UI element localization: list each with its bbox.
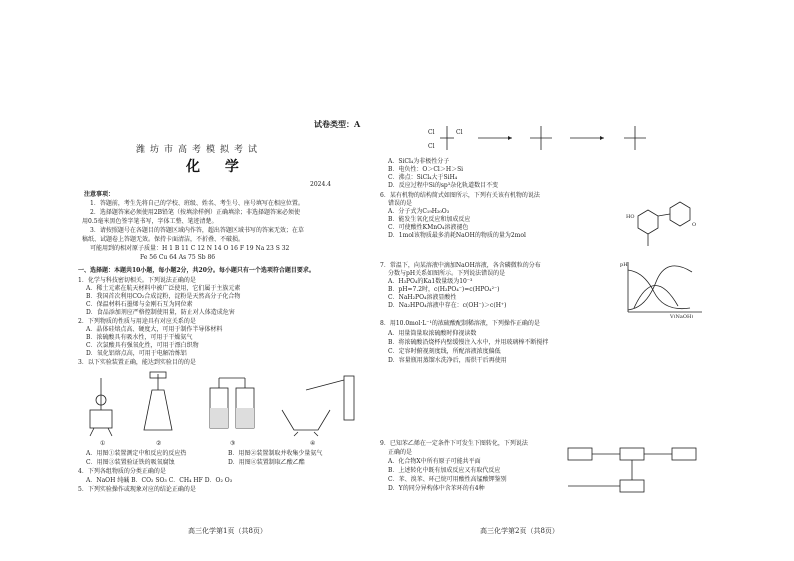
option-text: B．上述转化中既有加成反应又有取代反应 [388, 467, 501, 474]
chart-y-label: pH [620, 262, 628, 268]
option-text: B．浓硫酸具有吸水性，可用于干燥氨气 [86, 334, 193, 341]
option-text: A．用量筒量取浓硫酸时仰视读数 [388, 330, 477, 337]
apparatus-figure-4 [282, 376, 354, 436]
paper-type: 试卷类型：A [314, 119, 361, 129]
intermediate-structure [530, 126, 552, 150]
reactant-structure [428, 126, 463, 150]
question-text: 5．下列实验操作或现象对应的结论正确的是 [78, 486, 196, 493]
exam-date: 2024.4 [310, 181, 331, 188]
question-text: 正确的是 [388, 449, 413, 456]
option-text: D．用图④装置制取乙酸乙酯 [228, 459, 305, 466]
svg-text:HO: HO [626, 214, 635, 220]
option-text: D．Y的同分异构体中含苯环的有4种 [388, 485, 485, 492]
option-text: C．NaH₂PO₄溶液显酸性 [388, 294, 457, 301]
option-text: C．保温材料石墨烯与金刚石互为同位素 [86, 301, 193, 308]
option-text: A．稀土元素在航天材料中被广泛使用，它们属于主族元素 [86, 285, 241, 292]
option-text: B．用图②装置制取并收集少量氨气 [228, 450, 323, 457]
option-text: C．苯、溴苯、环己烷可用酸性高锰酸钾鉴别 [388, 476, 507, 483]
option-text: D．食品添加剂应严格控制使用量，防止对人体造成危害 [86, 309, 235, 316]
product-structure [624, 126, 646, 150]
apparatus-figures [82, 370, 374, 438]
chart-x-label: V(NaOH) [670, 314, 694, 318]
option-text: B．电负性：O＞Cl＞H＞Si [388, 166, 464, 173]
option-text: C．次氯酸具有强氧化性，可用于漂白织物 [86, 342, 199, 349]
reaction-arrow-2 [570, 136, 604, 140]
left-column [78, 0, 376, 561]
note-line: 3．请按照题号在各题目的答题区域内作答，超出答题区域书写的答案无效；在草 [90, 227, 304, 234]
question-text: 7．常温下，向某溶液中滴加NaOH溶液，各含磷微粒的分布 [380, 262, 541, 269]
option-text: D．1mol该物质最多消耗NaOH的物质的量为2mol [388, 232, 526, 239]
question-text: 9．已知苯乙烯在一定条件下可发生下图转化，下列说法 [380, 440, 528, 447]
note-line: 1．答题前，考生先将自己的学校、班级、姓名、考生号、座号填写在相应位置。 [90, 200, 304, 207]
atomic-mass-line-2: Fe 56 Cu 64 As 75 Sb 86 [140, 254, 216, 261]
option-text: D．反应过程中Si的sp³杂化轨道数目不变 [388, 182, 499, 189]
option-text: B．将浓硫酸沿烧杯内壁缓慢注入水中，并用玻璃棒不断搅拌 [388, 339, 549, 346]
note-line: 用0.5毫米黑色签字笔书写，字体工整、笔迹清楚。 [82, 218, 218, 225]
question-text: 1．化学与科技密切相关。下列说法正确的是 [78, 277, 196, 284]
page-footer-left: 高三化学第1页（共8页） [188, 527, 267, 535]
option-text: D．容量瓶用蒸馏水洗净后，需烘干后再使用 [388, 357, 507, 364]
question-text: 6．某有机物的结构简式如图所示，下列有关该有机物的说法 [380, 192, 540, 199]
figure-label-3: ③ [230, 440, 236, 447]
figure-label-4: ④ [310, 440, 316, 447]
figure-label-1: ① [100, 440, 106, 447]
molecule-structure [622, 196, 708, 254]
note-line: 稿纸、试题卷上答题无效。保持卡面清洁，不折叠、不破损。 [82, 236, 245, 243]
reaction-arrow-1 [478, 136, 512, 140]
svg-text:Cl: Cl [428, 129, 435, 136]
option-text: D．氧化铝熔点高，可用于电解冶炼铝 [86, 350, 187, 357]
conversion-flowchart [556, 438, 708, 504]
question-text: 分数与pH关系如图所示。下列说法错误的是 [388, 270, 506, 277]
option-text: A．化合物X中所有原子可能共平面 [388, 458, 481, 465]
option-text: A．晶体硅熔点高、硬度大，可用于制作半导体材料 [86, 326, 223, 333]
subject-title: 化 学 [186, 159, 249, 175]
option-text: A．NaOH 纯碱 B．CO₂ SO₃ C．CH₄ HF D．O₂ O₃ [86, 477, 233, 484]
option-text: B．能发生氧化反应和加成反应 [388, 216, 471, 223]
option-text: C．沸点：SiCl₄大于SiH₄ [388, 174, 458, 181]
svg-text:Cl: Cl [428, 143, 435, 150]
apparatus-figure-3 [210, 378, 254, 428]
option-text: B．pH=7.2时，c(H₂PO₄⁻)=c(HPO₄²⁻) [388, 286, 500, 293]
question-text: 4．下列各组物质的分类正确的是 [78, 468, 166, 475]
note-line: 2．选择题答案必须使用2B铅笔（按填涂样例）正确填涂；非选择题答案必须使 [90, 209, 301, 216]
option-text: C．定容时俯视刻度线，所配溶液浓度偏低 [388, 348, 501, 355]
option-text: D．Na₂HPO₄溶液中存在：c(OH⁻)＞c(H⁺) [388, 302, 507, 309]
option-text: A．SiCl₄为非极性分子 [388, 158, 450, 165]
option-text: C．可使酸性KMnO₄溶液褪色 [388, 224, 469, 231]
option-text: B．我国首次利用CO₂合成淀粉，淀粉是天然高分子化合物 [86, 293, 241, 300]
apparatus-figure-1 [90, 378, 112, 436]
option-text: A．用图①装置测定中和反应的反应热 [86, 450, 187, 457]
option-text: A．H₃PO₄的Ka1数量级为10⁻³ [388, 278, 473, 285]
apparatus-figure-2 [144, 372, 172, 430]
option-text: A．分子式为C₁₉H₂₀O₃ [388, 208, 450, 215]
option-text: C．用图③装置验证铁的吸氧腐蚀 [86, 459, 175, 466]
page-footer-right: 高三化学第2页（共8页） [480, 527, 559, 535]
question-text: 错误的是 [388, 200, 413, 207]
svg-text:O: O [692, 222, 697, 228]
svg-text:Cl: Cl [456, 129, 463, 136]
question-text: 3．以下实验装置正确，能达到实验目的的是 [78, 359, 196, 366]
figure-label-2: ② [156, 440, 162, 447]
distribution-graph [620, 258, 706, 318]
exam-title: 潍坊市高考模拟考试 [136, 145, 263, 155]
section-heading: 一、选择题：本题共10小题，每小题2分，共20分。每小题只有一个选项符合题目要求。 [78, 267, 315, 274]
question-text: 2．下列物质的性质与用途具有对应关系的是 [78, 318, 196, 325]
atomic-mass-line: 可能用到的相对原子质量：H 1 B 11 C 12 N 14 O 16 F 19 Na 23 S 32 [90, 245, 290, 252]
notes-heading: 注意事项： [84, 191, 115, 198]
question-text: 8．用10.0mol·L⁻¹的浓硫酸配制稀溶液，下列操作正确的是 [380, 320, 540, 327]
reaction-scheme [420, 120, 710, 156]
